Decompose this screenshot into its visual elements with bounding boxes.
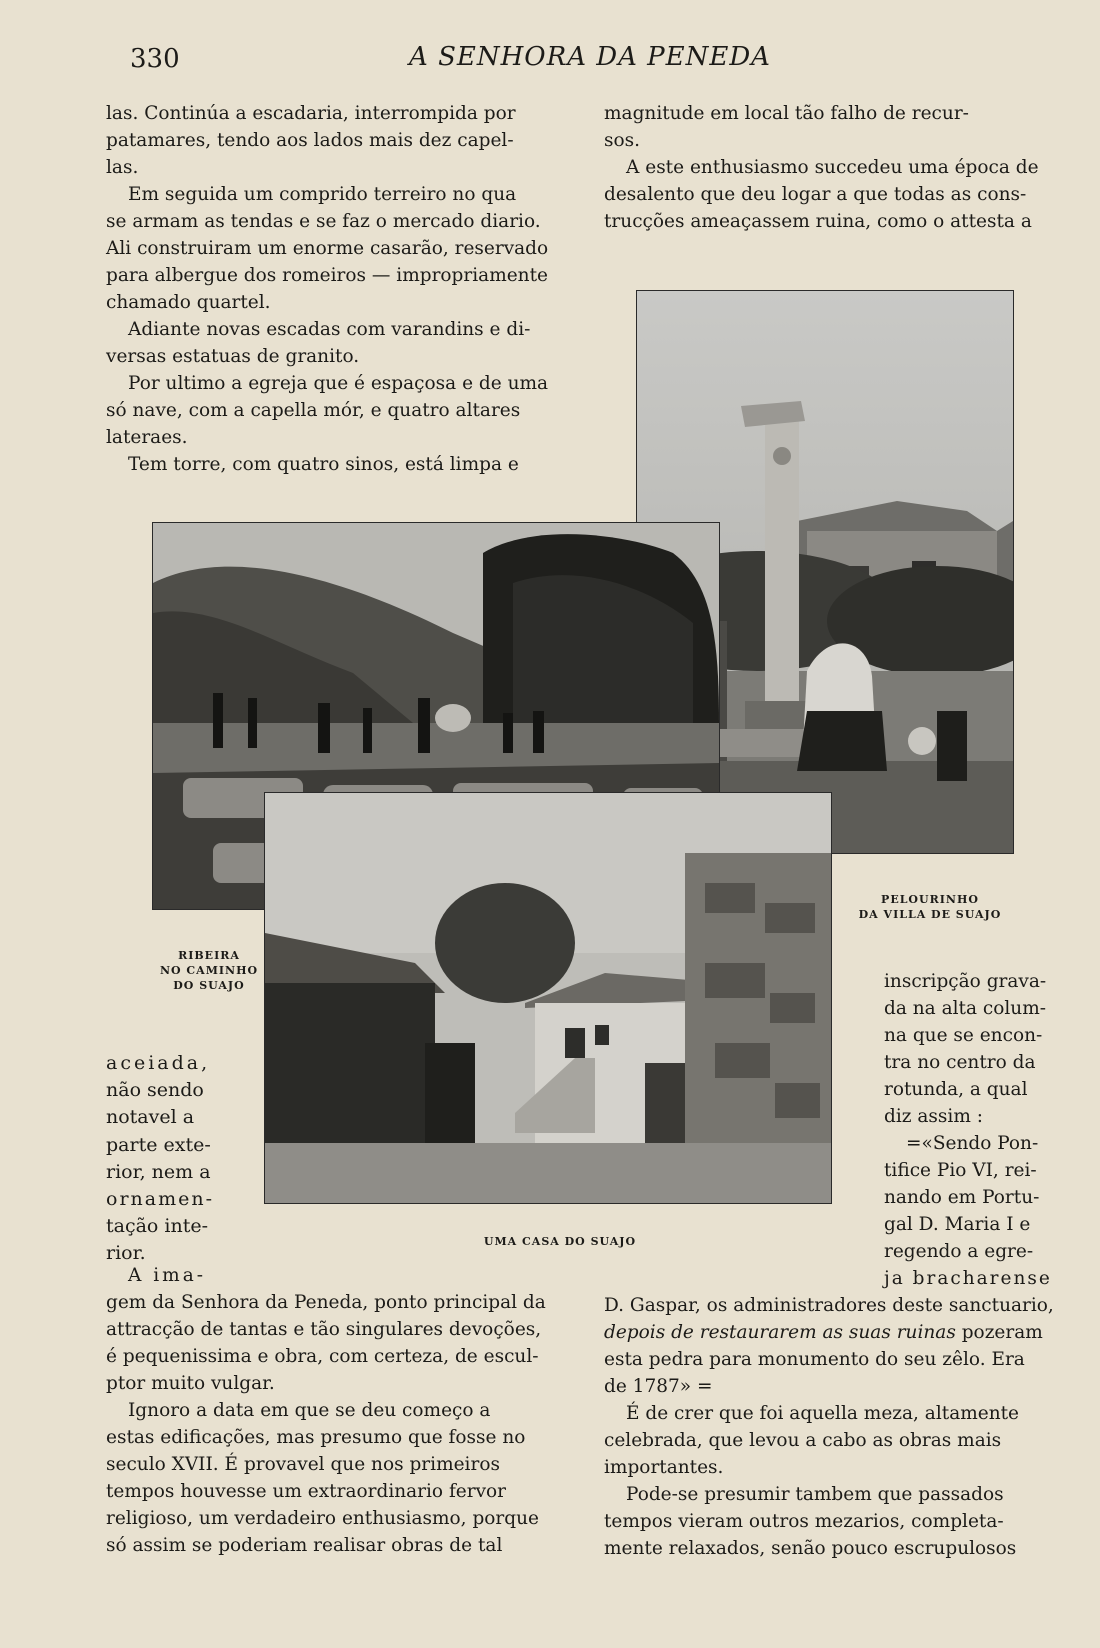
text-line xyxy=(604,1319,1058,1346)
text-line: É de crer que foi aquella meza, altamente xyxy=(626,1403,1020,1424)
paragraph xyxy=(106,1397,560,1559)
text-line: tempos houvesse um extraordinario fervor xyxy=(106,1481,507,1502)
text-line: seculo XVII. É provavel que nos primeiros xyxy=(106,1454,500,1475)
text-line: parte exte- xyxy=(106,1133,211,1156)
caption-line: PELOURINHO xyxy=(881,893,979,906)
paragraph xyxy=(106,370,560,451)
text-line: Ali construiram um enorme casarão, reservado xyxy=(106,238,549,259)
text-line: estas edificações, mas presumo que fosse no xyxy=(106,1427,526,1448)
text-line: se armam as tendas e se faz o mercado diario. xyxy=(106,211,541,232)
text-line: sos. xyxy=(604,130,641,151)
text-line: Adiante novas escadas com varandins e di- xyxy=(128,319,531,340)
text-line: aceiada, xyxy=(106,1052,211,1074)
text-line: versas estatuas de granito. xyxy=(106,346,360,367)
text-line: só assim se poderiam realisar obras de tal xyxy=(106,1535,503,1556)
text-line: las. Continúa a escadaria, interrompida por xyxy=(106,103,516,124)
running-title: A SENHORA DA PENEDA xyxy=(409,42,771,72)
page-number: 330 xyxy=(130,44,180,74)
text-line: A este enthusiasmo succedeu uma época de xyxy=(626,157,1039,178)
text-line: na que se encon- xyxy=(884,1025,1043,1046)
paragraph xyxy=(604,1292,1058,1400)
caption-line: RIBEIRA xyxy=(178,949,240,962)
text-line: trucções ameaçassem ruina, como o attesta a xyxy=(604,211,1032,232)
text-line: é pequenissima e obra, com certeza, de escul- xyxy=(106,1346,539,1367)
text-line: tempos vieram outros mezarios, completa- xyxy=(604,1511,1004,1532)
text-line: tra no centro da xyxy=(884,1052,1036,1073)
text-line: religioso, um verdadeiro enthusiasmo, porque xyxy=(106,1508,539,1529)
paragraph xyxy=(604,100,1058,154)
text-line: ja bracharense xyxy=(884,1268,1052,1289)
text-line: diz assim : xyxy=(884,1106,983,1127)
text-line: ptor muito vulgar. xyxy=(106,1373,275,1394)
text-line: Por ultimo a egreja que é espaçosa e de uma xyxy=(128,373,549,394)
text-line: esta pedra para monumento do seu zêlo. Era xyxy=(604,1349,1025,1370)
text-line: ornamen- xyxy=(106,1188,215,1211)
text-line: gal D. Maria I e xyxy=(884,1214,1031,1235)
text-line: las. xyxy=(106,157,139,178)
text-line: =«Sendo Pon- xyxy=(906,1133,1039,1154)
italic-phrase: depois de restaurarem as suas ruinas xyxy=(604,1322,956,1343)
text-line: gem da Senhora da Peneda, ponto principal da xyxy=(106,1292,546,1313)
caption-line: DA VILLA DE SUAJO xyxy=(858,908,1002,921)
paragraph xyxy=(106,1050,218,1268)
text-line: importantes. xyxy=(604,1457,724,1478)
text-line: rior. xyxy=(106,1242,146,1265)
paragraph xyxy=(106,451,560,478)
text-line: tação inte- xyxy=(106,1215,209,1238)
text-line: tifice Pio VI, rei- xyxy=(884,1160,1037,1181)
paragraph xyxy=(106,316,560,370)
text-line: não sendo xyxy=(106,1079,204,1102)
caption-line: NO CAMINHO xyxy=(159,964,259,977)
casa-image xyxy=(265,793,831,1203)
text-line: D. Gaspar, os administradores deste sanctuario, xyxy=(604,1295,1054,1316)
text-line: celebrada, que levou a cabo as obras mais xyxy=(604,1430,1002,1451)
caption-ribeira xyxy=(154,948,264,993)
caption-pelourinho xyxy=(840,892,1020,922)
text-line: regendo a egre- xyxy=(884,1241,1034,1262)
text-line: Tem torre, com quatro sinos, está limpa e xyxy=(128,454,519,475)
caption-casa: UMA CASA DO SUAJO xyxy=(483,1235,637,1248)
text-line: mente relaxados, senão pouco escrupulosos xyxy=(604,1538,1017,1559)
text-line: de 1787» = xyxy=(604,1376,713,1397)
casa-photo xyxy=(264,792,832,1204)
text-line: só nave, com a capella mór, e quatro altares xyxy=(106,400,521,421)
text-line: da na alta colum- xyxy=(884,998,1046,1019)
paragraph xyxy=(106,181,560,316)
text-line: attracção de tantas e tão singulares devoções, xyxy=(106,1319,542,1340)
text-line: A ima- xyxy=(128,1265,206,1286)
caption-line: DO SUAJO xyxy=(173,979,245,992)
paragraph xyxy=(604,1481,1058,1562)
text-line: desalento que deu logar a que todas as cons- xyxy=(604,184,1027,205)
text-line: Em seguida um comprido terreiro no qua xyxy=(128,184,517,205)
paragraph xyxy=(106,1262,560,1397)
paragraph xyxy=(884,968,1060,1292)
text-line: Pode-se presumir tambem que passados xyxy=(626,1484,1004,1505)
text-line: patamares, tendo aos lados mais dez capel- xyxy=(106,130,514,151)
text-line: notavel a xyxy=(106,1106,195,1129)
text-fragment: pozeram xyxy=(955,1322,1043,1343)
paragraph xyxy=(604,1400,1058,1481)
text-line: rotunda, a qual xyxy=(884,1079,1028,1100)
text-line: chamado quartel. xyxy=(106,292,271,313)
text-line: rior, nem a xyxy=(106,1160,211,1183)
text-line: nando em Portu- xyxy=(884,1187,1040,1208)
text-line: magnitude em local tão falho de recur- xyxy=(604,103,969,124)
paragraph xyxy=(106,100,560,181)
text-line: para albergue dos romeiros — impropriamente xyxy=(106,265,548,286)
text-line: Ignoro a data em que se deu começo a xyxy=(128,1400,491,1421)
text-line: lateraes. xyxy=(106,427,188,448)
text-line: inscripção grava- xyxy=(884,971,1047,992)
paragraph xyxy=(604,154,1058,235)
